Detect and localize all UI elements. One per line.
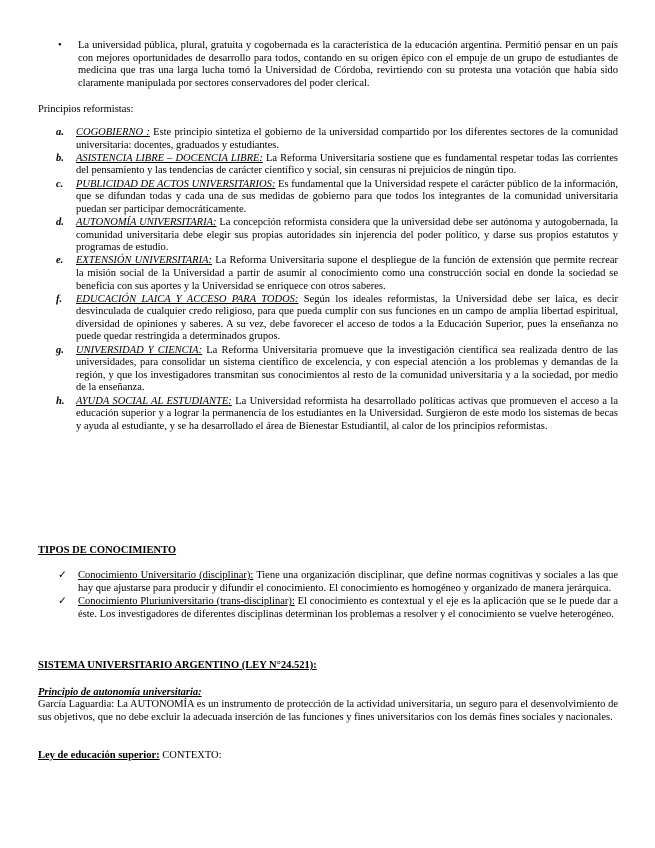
ley-label: Ley de educación superior:: [38, 750, 160, 761]
principle-text: La Universidad reformista ha desarrollado políticas activas que promueven el acceso a la educación superior y a lograr la permanencia de los estudiantes en la Universidad. Surgieron de este modo los sistemas de becas y ayuda al estudiante, y se ha desarrollado el área de Bienestar Estudiantil, al calor de los principios reformistas.: [76, 395, 619, 432]
principle-item: [56, 179, 618, 217]
ley-line: [38, 750, 222, 763]
tipo-item: [58, 596, 618, 621]
intro-bullet: [58, 40, 618, 90]
tipo-text: El conocimiento es contextual y el eje es la aplicación que se le puede dar a éste. Los investigadores de diferentes disciplinas determinan los problemas a resolver y el conocimiento se vuelve heterogéneo.: [78, 596, 618, 620]
principle-text: La concepción reformista considera que la universidad debe ser autónoma y autogobernada, la comunidad universitaria debe elegir sus propias autoridades sin injerencia del poder político, y darse sus propios estatutos y programas de estudio.: [76, 216, 618, 254]
principle-term: UNIVERSIDAD Y CIENCIA:: [76, 344, 203, 356]
list-marker: b.: [56, 152, 64, 164]
tipo-text: Tiene una organización disciplinar, que define normas cognitivas y sociales a las que hay que ajustarse para producir y difundir el conocimiento. El conocimiento es homogéneo y organizado de manera jerárquica.: [78, 570, 618, 594]
principle-text: Este principio sintetiza el gobierno de la universidad compartido por los diferentes sectores de la comunidad universitaria: docentes, graduados y estudiantes.: [76, 127, 619, 151]
tipo-term: Conocimiento Universitario (disciplinar):: [78, 570, 254, 581]
checkmark-icon: ✓: [58, 570, 67, 581]
tipos-heading: TIPOS DE CONOCIMIENTO: [38, 545, 177, 556]
intro-bullet-text: La universidad pública, plural, gratuita y cogobernada es la característica de la educación argentina. Permitió pensar en un país con mejores oportunidades de desarrollo para todos, contando en su origen épico con el empuje de un grupo de estudiantes de medicina que tras una larga lucha tomó la Universidad de Córdoba, revirtiendo con su protesta una votación que había sido claramente manipulada por sectores conservadores del poder clerical.: [78, 40, 618, 89]
principle-text: La Reforma Universitaria sostiene que es fundamental respetar todas las corrientes del pensamiento y las tendencias de carácter científico y social, sin censuras ni prejuicios de ningún tipo.: [76, 152, 618, 177]
tipos-list: [58, 570, 618, 622]
principio-heading: Principio de autonomía universitaria:: [38, 687, 202, 698]
principle-item: [56, 294, 618, 344]
list-marker: e.: [56, 255, 64, 267]
principle-term: PUBLICIDAD DE ACTOS UNIVERSITARIOS:: [76, 178, 276, 190]
list-marker: f.: [56, 293, 63, 305]
principle-term: ASISTENCIA LIBRE – DOCENCIA LIBRE:: [76, 152, 263, 164]
list-marker: d.: [56, 216, 64, 228]
sistema-heading: SISTEMA UNIVERSITARIO ARGENTINO (LEY N°24.521):: [38, 660, 317, 671]
bullet-icon: •: [58, 40, 62, 51]
principle-term: EXTENSIÓN UNIVERSITARIA:: [76, 255, 213, 267]
principle-item: [56, 217, 618, 255]
list-marker: h.: [56, 395, 65, 407]
list-marker: c.: [56, 178, 64, 190]
principle-text: La Reforma Universitaria promueve que la investigación científica sea realizada dentro de las universidades, para consolidar un sistema científico de excelencia, y con especial atención a los problemas y demandas de la región, y que los investigadores transmitan sus conocimientos al resto de la comunidad universitaria y a la sociedad, por medio de la enseñanza.: [76, 344, 618, 394]
principle-term: EDUCACIÓN LAICA Y ACCESO PARA TODOS:: [76, 293, 299, 305]
ley-text: CONTEXTO:: [159, 750, 222, 761]
principle-item: [56, 127, 618, 152]
principle-text: Según los ideales reformistas, la Universidad debe ser laica, es decir desvinculada de cualquier credo religioso, para que pueda cumplir con sus funciones en un campo de amplia libertad espiritual, diversidad de opiniones y saberes. A su vez, debe favorecer el acceso de todos a la Educación Superior, pues la enseñanza no puede quedar restringida a determinados grupos.: [76, 293, 618, 343]
principle-item: [56, 396, 618, 434]
tipo-item: [58, 570, 618, 595]
garcia-paragraph: García Laguardia: La AUTONOMÍA es un instrumento de protección de la actividad universitaria, un seguro para el desenvolvimiento de sus objetivos, que no debe excluir la adecuada inserción de las funciones y fines universitarios con los demás fines sociales y nacionales.: [38, 699, 618, 723]
principle-text: La Reforma Universitaria supone el despliegue de la función de extensión que permite recrear la misión social de la Universidad a partir de asumir al conocimiento como una construcción social en donde la sociedad se beneficia con sus aportes y la Universidad se enriquece con otros saberes.: [76, 255, 618, 292]
principle-text: Es fundamental que la Universidad respete el carácter público de la información, que se difundan todas y cada una de sus medidas de gobierno para que todos los integrantes de la comunidad universitaria puedan ser participar democráticamente.: [76, 178, 618, 215]
principle-term: AUTONOMÍA UNIVERSITARIA:: [76, 216, 217, 228]
tipo-term: Conocimiento Pluriuniversitario (trans-disciplinar):: [78, 596, 295, 608]
list-marker: a.: [56, 127, 64, 138]
principle-item: [56, 345, 618, 395]
list-marker: g.: [56, 344, 64, 356]
principle-item: [56, 255, 618, 293]
principle-term: COGOBIERNO :: [76, 127, 150, 138]
principle-item: [56, 153, 618, 178]
principles-list: [56, 127, 618, 434]
checkmark-icon: ✓: [58, 596, 67, 608]
principle-term: AYUDA SOCIAL AL ESTUDIANTE:: [76, 395, 232, 407]
principles-intro: Principios reformistas:: [38, 104, 134, 115]
